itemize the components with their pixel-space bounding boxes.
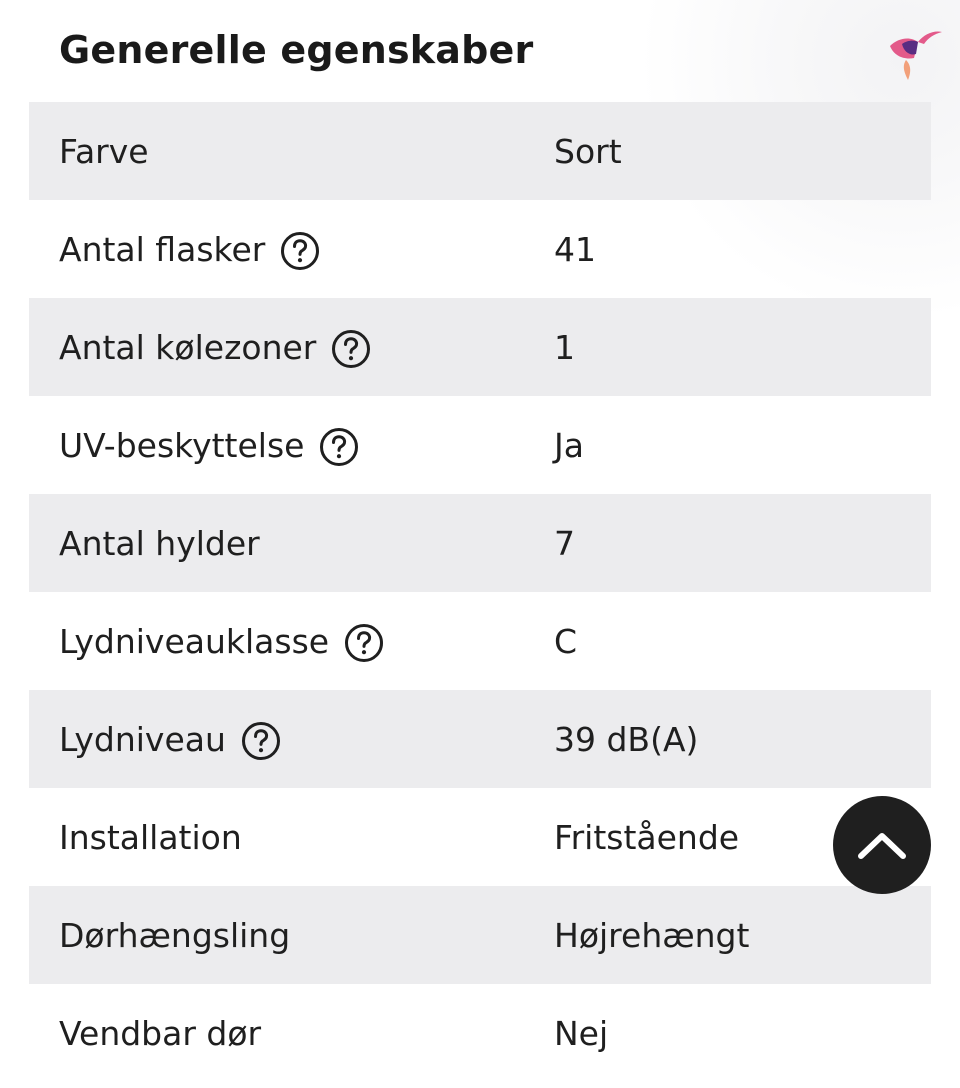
spec-label: Antal hylder (59, 523, 260, 563)
spec-label: Installation (59, 817, 242, 857)
spec-label-cell (59, 886, 290, 984)
spec-row (29, 298, 931, 396)
spec-row (29, 592, 931, 690)
spec-row (29, 984, 931, 1082)
spec-row (29, 102, 931, 200)
spec-label-cell (59, 494, 260, 592)
spec-label-cell (59, 984, 261, 1082)
spec-value: 41 (554, 229, 596, 269)
spec-label-cell (59, 788, 242, 886)
spec-value: Ja (554, 425, 584, 465)
spec-label-cell (59, 690, 281, 788)
spec-label: Antal flasker (59, 229, 266, 269)
spec-row (29, 886, 931, 984)
spec-label: Lydniveauklasse (59, 621, 330, 661)
spec-label: Farve (59, 131, 149, 171)
spec-label-cell (59, 592, 384, 690)
spec-row (29, 788, 931, 886)
spec-value: 7 (554, 523, 575, 563)
spec-label: Dørhængsling (59, 915, 291, 955)
hummingbird-logo-icon (884, 28, 944, 82)
spec-label-cell (59, 102, 149, 200)
help-icon[interactable] (241, 721, 281, 761)
specs-table (29, 102, 931, 1082)
spec-value: C (554, 621, 578, 661)
spec-value: Sort (554, 131, 622, 171)
scroll-to-top-button[interactable] (833, 796, 931, 894)
spec-label: Vendbar dør (59, 1013, 262, 1053)
help-icon[interactable] (319, 427, 359, 467)
spec-value: Nej (554, 1013, 609, 1053)
spec-row (29, 494, 931, 592)
spec-value: 39 dB(A) (554, 719, 699, 759)
spec-row (29, 690, 931, 788)
help-icon[interactable] (344, 623, 384, 663)
spec-label-cell (59, 396, 359, 494)
spec-label: Antal kølezoner (59, 327, 317, 367)
spec-value: Højrehængt (554, 915, 750, 955)
spec-row (29, 200, 931, 298)
help-icon[interactable] (280, 231, 320, 271)
spec-label: Lydniveau (59, 719, 226, 759)
spec-row (29, 396, 931, 494)
spec-label-cell (59, 298, 371, 396)
help-icon[interactable] (331, 329, 371, 369)
spec-label-cell (59, 200, 320, 298)
chevron-up-icon (857, 830, 907, 860)
section-title: Generelle egenskaber (59, 28, 534, 72)
spec-value: Fritstående (554, 817, 740, 857)
spec-label: UV-beskyttelse (59, 425, 305, 465)
spec-value: 1 (554, 327, 575, 367)
